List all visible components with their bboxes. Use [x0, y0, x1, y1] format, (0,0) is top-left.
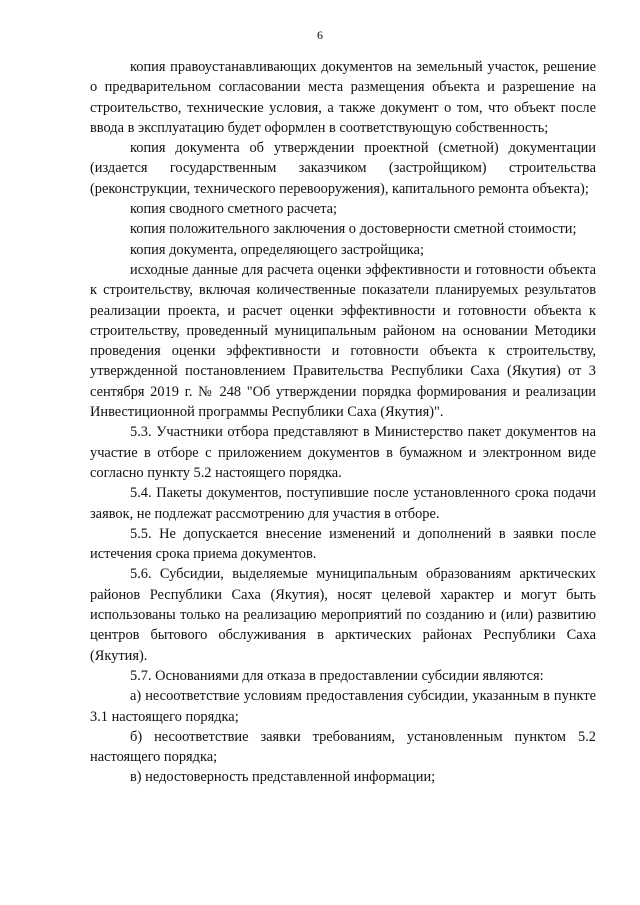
paragraph-5-5: 5.5. Не допускается внесение изменений и дополнений в заявки после истечения срока приема документов.: [90, 525, 596, 563]
document-body: [90, 57, 596, 788]
paragraph-copy-land-documents: копия правоустанавливающих документов на земельный участок, решение о предварительном согласовании места размещения объекта и разрешение на строительство, технические условия, а также документ о том, что объект после ввода в эксплуатацию будет оформлен в соответствующую собственность;: [90, 59, 596, 136]
paragraph-5-6: 5.6. Субсидии, выделяемые муниципальным образованиям арктических районов Республики Саха (Якутия), носят целевой характер и могут быть использованы только на реализацию мероприятий по созданию и (или) развитию центров бытового обслуживания в арктических районах Республики Саха (Якутия).: [90, 566, 596, 664]
paragraph-5-3: 5.3. Участники отбора представляют в Министерство пакет документов на участие в отборе с приложением документов в бумажном и электронном виде согласно пункту 5.2 настоящего порядка.: [90, 424, 596, 481]
paragraph-copy-summary-estimate: копия сводного сметного расчета;: [130, 201, 338, 218]
paragraph-copy-design-approval: копия документа об утверждении проектной (сметной) документации (издается государственным заказчиком (застройщиком) строительства (реконструкции, технического перевооружения), капитального ремонта объекта);: [90, 140, 596, 197]
paragraph-5-7: 5.7. Основаниями для отказа в предоставлении субсидии являются:: [130, 667, 544, 684]
page-number: 6: [317, 28, 323, 42]
paragraph-copy-positive-conclusion: копия положительного заключения о достоверности сметной стоимости;: [130, 221, 577, 238]
paragraph-copy-developer-document: копия документа, определяющего застройщика;: [130, 241, 424, 258]
paragraph-item-v: в) недостоверность представленной информации;: [130, 769, 436, 786]
paragraph-5-4: 5.4. Пакеты документов, поступившие после установленного срока подачи заявок, не подлежат рассмотрению для участия в отборе.: [90, 485, 596, 522]
paragraph-item-b: б) несоответствие заявки требованиям, установленным пунктом 5.2 настоящего порядка;: [90, 728, 596, 766]
paragraph-initial-data: исходные данные для расчета оценки эффективности и готовности объекта к строительству, включая количественные показатели планируемых результатов реализации проекта, и расчет оценки эффективности и готовности объекта к строительству, проведенный муниципальным районом на основании Методики проведения оценки эффективности и готовности объекта к строительству, утвержденной постановлением Правительства Республики Саха (Якутия) от 3 сентября 2019 г. № 248 "Об утверждении порядка формирования и реализации Инвестиционной программы Республики Саха (Якутия)".: [90, 261, 596, 421]
paragraph-item-a: а) несоответствие условиям предоставления субсидии, указанным в пункте 3.1 настоящего порядка;: [90, 688, 596, 725]
